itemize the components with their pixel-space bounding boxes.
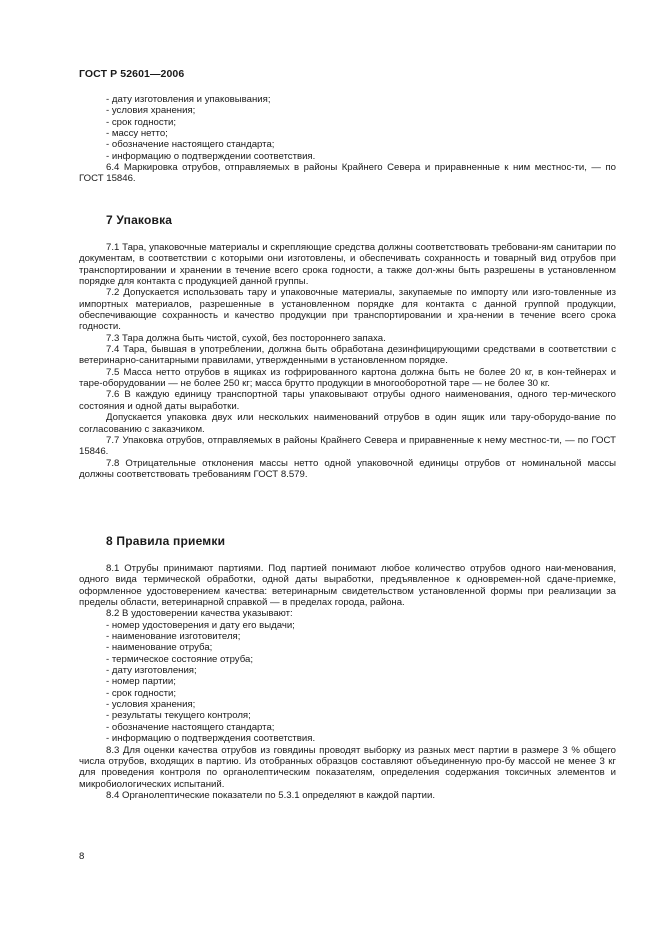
list-item: - условия хранения; <box>106 105 196 117</box>
list-item: - номер удостоверения и дату его выдачи; <box>106 619 295 631</box>
paragraph: 8.3 Для оценки качества отрубов из говядины проводят выборку из разных мест партии в размере 3 % общего числа отрубов, входящих в партию. Из отобранных образцов составляют объединенную про-бу массой не менее 3 кг для проведения контроля по органолептическим показателям, определения содержания токсичных элементов и микробиологических испытаний. <box>79 744 616 790</box>
list-item: - номер партии; <box>106 676 176 688</box>
list-item: - срок годности; <box>106 687 177 699</box>
page-number: 8 <box>79 851 85 862</box>
list-item: - информацию о подтверждении соответствия. <box>106 150 316 162</box>
paragraph: 7.8 Отрицательные отклонения массы нетто одной упаковочной единицы отрубов от номинальной массы должны соответствовать требованиям ГОСТ 8.579. <box>79 457 616 480</box>
paragraph: 7.5 Масса нетто отрубов в ящиках из гофрированного картона должна быть не более 20 кг, в кон-тейнерах и таре-оборудовании — не более 250 кг; масса брутто продукции в многооборотной таре — не более 30 кг. <box>79 366 616 390</box>
list-item: - информацию о подтверждения соответствия. <box>106 733 316 745</box>
list-item: - срок годности; <box>106 116 177 128</box>
paragraph: 7.1 Тара, упаковочные материалы и скрепляющие средства должны соответствовать требовани-ям санитарии по документам, в соответствии с которыми они изготовлены, и обеспечивать сохранность и товарный вид отрубов при транспортировании и хранении в течение всего срока годности, а также дол-жны быть разрешены в установленном порядке для контакта с продукцией данной группы. <box>79 242 616 288</box>
paragraph: 8.4 Органолептические показатели по 5.3.1 определяют в каждой партии. <box>106 789 435 801</box>
section-title-8: 8 Правила приемки <box>106 534 226 548</box>
list-item: - дату изготовления; <box>106 665 197 677</box>
paragraph: 6.4 Маркировка отрубов, отправляемых в районы Крайнего Севера и приравненные к ним местнос-ти, — по ГОСТ 15846. <box>79 162 616 185</box>
paragraph: 8.2 В удостоверении качества указывают: <box>106 608 293 620</box>
list-item: - наименование отруба; <box>106 642 213 654</box>
paragraph: 8.1 Отрубы принимают партиями. Под партией понимают любое количество отрубов одного наи-менования, одного вида термической обработки, одной даты выработки, предъявленное к одновремен-ной сдаче-приемке, оформленное удостоверением качества: ветеринарным свидетельством установленной формы при реализации за пределы области, ветеринарной справкой — в пределах города, района. <box>79 563 616 609</box>
paragraph: 7.7 Упаковка отрубов, отправляемых в районы Крайнего Севера и приравненные к нему местнос-ти, — по ГОСТ 15846. <box>79 434 616 458</box>
paragraph: 7.3 Тара должна быть чистой, сухой, без постороннего запаха. <box>106 332 386 344</box>
paragraph: 7.6 В каждую единицу транспортной тары упаковывают отрубы одного наименования, одного тер-мического состояния и одной даты выработки. <box>79 389 616 412</box>
section-title-7: 7 Упаковка <box>106 213 173 227</box>
paragraph: 7.2 Допускается использовать тару и упаковочные материалы, закупаемые по импорту или изго-товленные из импортных материалов, разрешенные в установленном порядке для контакта с данной группой продукции, обеспечивающие сохранность и качество продукции при транспортировании и хра-нении в течение всего срока годности. <box>79 287 616 333</box>
list-item: - дату изготовления и упаковывания; <box>106 94 271 105</box>
list-item: - термическое состояние отруба; <box>106 653 253 665</box>
list-item: - обозначение настоящего стандарта; <box>106 721 275 733</box>
text-block-acceptance <box>79 563 616 801</box>
document-header: ГОСТ Р 52601—2006 <box>79 68 185 80</box>
list-item: - обозначение настоящего стандарта; <box>106 139 275 151</box>
text-block-packaging <box>79 242 616 480</box>
list-item: - условия хранения; <box>106 699 196 711</box>
paragraph: Допускается упаковка двух или нескольких наименований отрубов в один ящик или тару-оборудо-вание по согласованию с заказчиком. <box>79 412 616 435</box>
text-block-marking <box>79 94 616 185</box>
paragraph: 7.4 Тара, бывшая в употреблении, должна быть обработана дезинфицирующими средствами в соответствии с ветеринарно-санитарными правилами, утвержденными в установленном порядке. <box>79 344 616 367</box>
list-item: - массу нетто; <box>106 128 168 140</box>
list-item: - наименование изготовителя; <box>106 631 241 643</box>
list-item: - результаты текущего контроля; <box>106 710 251 722</box>
